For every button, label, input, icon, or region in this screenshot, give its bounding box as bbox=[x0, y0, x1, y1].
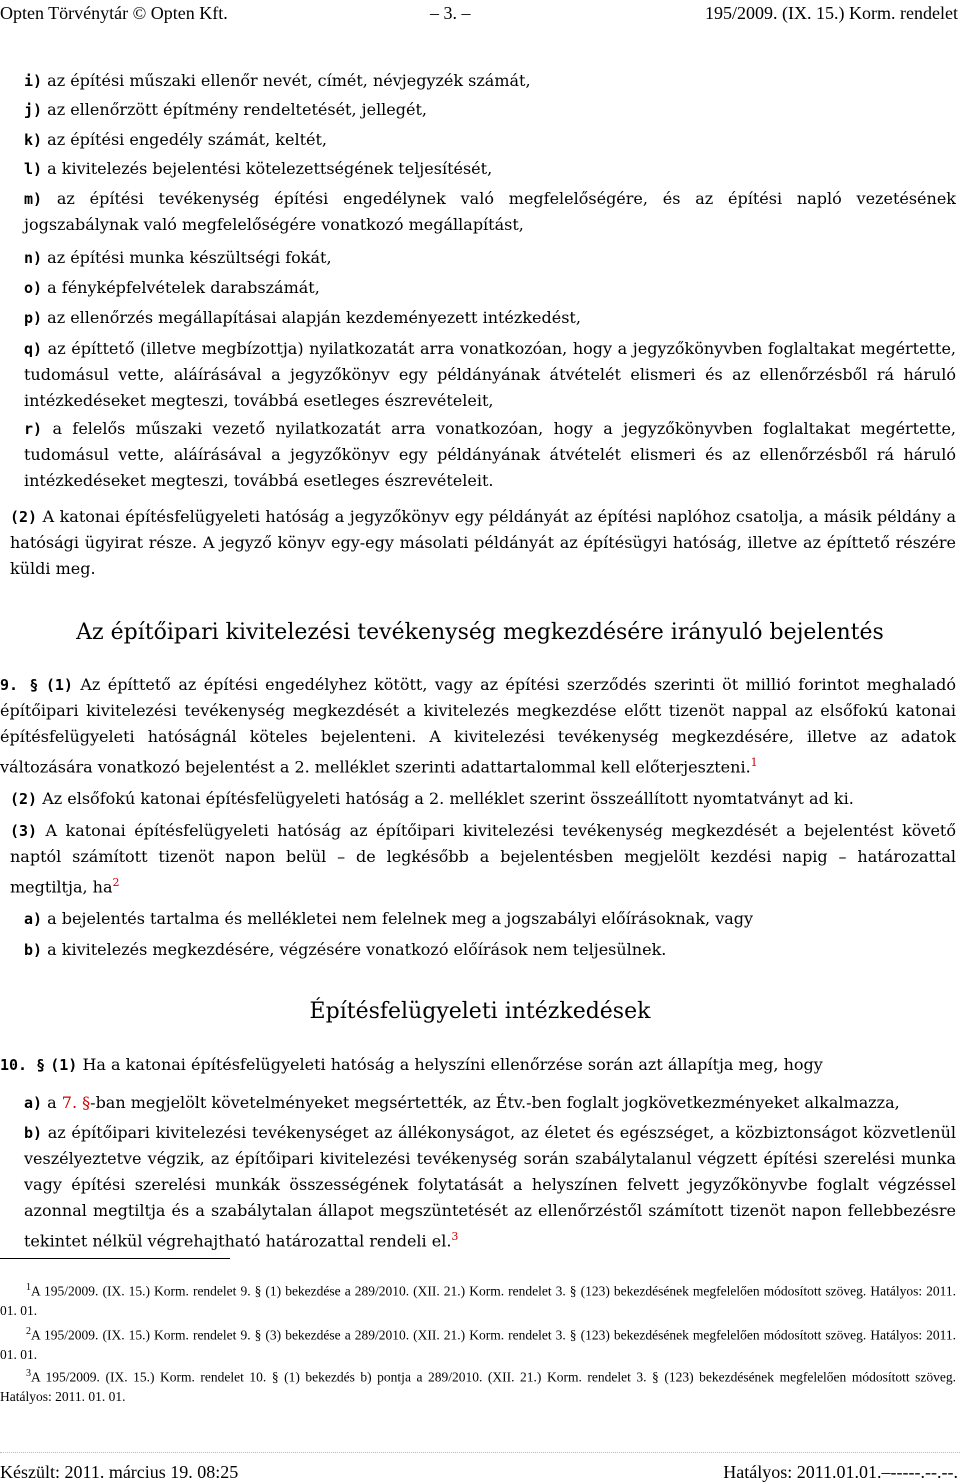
page-header bbox=[0, 3, 960, 25]
header-regulation-title: 195/2009. (IX. 15.) Korm. rendelet bbox=[705, 3, 958, 23]
footnote-ref-link[interactable]: 1 bbox=[750, 756, 758, 769]
section-heading: Építésfelügyeleti intézkedések bbox=[309, 999, 651, 1024]
list-item bbox=[24, 937, 944, 963]
paragraph-label: (2) bbox=[10, 508, 38, 526]
section-heading: Az építőipari kivitelezési tevékenység megkezdésére irányuló bejelentés bbox=[76, 620, 884, 645]
list-item-label: q) bbox=[24, 340, 43, 358]
paragraph-text: Az építtető az építési engedélyhez kötött, vagy az építési szerződés szerinti öt millió forintot meghaladó építőipari kivitelezési tevékenység megkezdését a kivitelezés megkezdése előtt tizenöt nappal az elsőfokú katonai építésfelügyeleti hatóságnál köteles bejelenteni. A kivitelezési tevékenység megkezdésére, illetve az adatok változására vonatkozó bejelentést a 2. melléklet szerinti adattartalommal kell előterjeszteni. bbox=[0, 675, 957, 777]
paragraph-label: (2) bbox=[10, 790, 38, 808]
paragraph-9-2 bbox=[10, 786, 956, 812]
footnote bbox=[0, 1322, 956, 1364]
list-item-text: az építési engedély számát, keltét, bbox=[47, 130, 327, 149]
paragraph-text: A katonai építésfelügyeleti hatóság az építőipari kivitelezési tevékenység megkezdését a bejelentést követő naptól számított tizenöt napon belül – de legkésőbb a bejelentésben megjelölt kezdési napig – határozattal megtiltja, ha bbox=[10, 821, 956, 897]
list-item bbox=[24, 156, 944, 182]
list-item-label: m) bbox=[24, 190, 43, 208]
list-item-label: b) bbox=[24, 1124, 43, 1142]
footnote-number: 3 bbox=[26, 1368, 31, 1379]
list-item-text: az ellenőrzött építmény rendeltetését, jellegét, bbox=[47, 100, 427, 119]
list-item-label: o) bbox=[24, 279, 43, 297]
list-item bbox=[24, 97, 944, 123]
page-footer bbox=[0, 1462, 960, 1484]
footnote bbox=[0, 1278, 956, 1320]
list-item-text: a felelős műszaki vezető nyilatkozatát arra vonatkozóan, hogy a jegyzőkönyvben foglaltakat megértette, tudomásul vette, aláírásával a jegyzőkönyv egy példányának átvételét elismeri és az ellenőrzésből rá háruló intézkedéseket megteszi, továbbá esetleges észrevételeit. bbox=[24, 419, 956, 490]
list-item bbox=[24, 68, 944, 94]
list-item-text: a bbox=[47, 1093, 57, 1112]
list-item-text: az építési tevékenység építési engedélynek való megfelelőségére, és az építési napló vezetésének jogszabálynak való megfelelőségére vonatkozó megállapítást, bbox=[24, 189, 956, 234]
list-item-label: l) bbox=[24, 160, 43, 178]
list-item-text: az ellenőrzés megállapításai alapján kezdeményezett intézkedést, bbox=[47, 308, 581, 327]
list-item-text: a kivitelezés megkezdésére, végzésére vonatkozó előírások nem teljesülnek. bbox=[47, 940, 667, 959]
paragraph-9-3 bbox=[10, 818, 956, 900]
footnote-ref-link[interactable]: 2 bbox=[112, 876, 120, 889]
header-source: Opten Törvénytár © Opten Kft. bbox=[0, 3, 228, 23]
paragraph-text: A katonai építésfelügyeleti hatóság a jegyzőkönyv egy példányát az építési naplóhoz csatolja, a másik példány a hatósági ügyirat része. A jegyző könyv egy-egy másolati példányát az építésügyi hatóság, illetve az építtető részére küldi meg. bbox=[10, 507, 956, 578]
list-item-text: a kivitelezés bejelentési kötelezettségének teljesítését, bbox=[47, 159, 493, 178]
list-item bbox=[24, 275, 944, 301]
footnote-number: 1 bbox=[26, 1282, 31, 1293]
list-item bbox=[24, 305, 944, 331]
paragraph-label: (3) bbox=[10, 822, 38, 840]
list-item bbox=[24, 416, 956, 494]
list-item-label: a) bbox=[24, 910, 43, 928]
list-item-label: j) bbox=[24, 101, 43, 119]
cross-ref-link[interactable]: § bbox=[82, 1093, 91, 1112]
list-item bbox=[24, 1120, 956, 1254]
list-item-text: az építtető (illetve megbízottja) nyilatkozatát arra vonatkozóan, hogy a jegyzőkönyvben foglaltakat megértette, tudomásul vette, aláírásával a jegyzőkönyv egy példányának átvételét elismeri és az ellenőrzésből rá háruló intézkedéseket megteszi, továbbá esetleges észrevételeit, bbox=[24, 339, 956, 410]
paragraph-label: (1) bbox=[50, 1056, 78, 1074]
list-item-label: a) bbox=[24, 1094, 43, 1112]
list-item bbox=[24, 127, 944, 153]
footer-effective: Hatályos: 2011.01.01.–-----.--.--. bbox=[723, 1462, 958, 1482]
footnote-text: A 195/2009. (IX. 15.) Korm. rendelet 10. § (1) bekezdés b) pontja a 289/2010. (XII. 21.) Korm. rendelet 3. § (123) bekezdésének megfelelően módosított szöveg. Hatályos: 2011. 01. 01. bbox=[0, 1369, 956, 1404]
list-item-label: p) bbox=[24, 309, 43, 327]
list-item-text: -ban megjelölt követelményeket megsértették, az Étv.-ben foglalt jogkövetkezményeket alkalmazza, bbox=[90, 1093, 900, 1112]
list-item bbox=[24, 245, 944, 271]
footer-divider bbox=[0, 1452, 960, 1453]
footnote-number: 2 bbox=[26, 1326, 31, 1337]
header-page-number: – 3. – bbox=[430, 3, 471, 23]
list-item-label: k) bbox=[24, 131, 43, 149]
cross-ref-link[interactable]: 7. bbox=[61, 1093, 78, 1112]
footnote bbox=[0, 1364, 956, 1406]
list-item-text: az építési műszaki ellenőr nevét, címét, névjegyzék számát, bbox=[47, 71, 531, 90]
footer-created: Készült: 2011. március 19. 08:25 bbox=[0, 1462, 239, 1482]
paragraph-9-1 bbox=[0, 672, 956, 780]
list-item-label: r) bbox=[24, 420, 43, 438]
list-item bbox=[24, 336, 956, 414]
list-item-label: b) bbox=[24, 941, 43, 959]
section-number: 10. § bbox=[0, 1056, 46, 1074]
list-item-text: az építési munka készültségi fokát, bbox=[47, 248, 332, 267]
paragraph-10-1 bbox=[0, 1052, 956, 1078]
section-number: 9. § bbox=[0, 676, 39, 694]
list-item-label: i) bbox=[24, 72, 43, 90]
list-item-text: az építőipari kivitelezési tevékenységet az állékonyságot, az életet és egészséget, a közbiztonságot közvetlenül veszélyeztetve végzik, az építőipari kivitelezési tevékenység során szabálytalanul végzett építési szerelési munka vagy építési szerelési munkák összességének folytatását a helyszínen felvett jegyzőkönyvbe foglalt végzéssel azonnal megtiltja és a szabálytalan állapot megszüntetését az ellenőrzéstől számított tizenöt napon fellebbezésre tekintet nélkül végrehajtható határozattal rendeli el. bbox=[24, 1123, 956, 1251]
paragraph-8-2 bbox=[10, 504, 956, 582]
paragraph-text: Az elsőfokú katonai építésfelügyeleti hatóság a 2. melléklet szerint összeállított nyomtatványt ad ki. bbox=[42, 789, 854, 808]
list-item bbox=[24, 906, 944, 932]
footnote-text: A 195/2009. (IX. 15.) Korm. rendelet 9. § (1) bekezdése a 289/2010. (XII. 21.) Korm. rendelet 3. § (123) bekezdésének megfelelően módosított szöveg. Hatályos: 2011. 01. 01. bbox=[0, 1283, 956, 1318]
list-item bbox=[24, 186, 956, 238]
footnote-text: A 195/2009. (IX. 15.) Korm. rendelet 9. § (3) bekezdése a 289/2010. (XII. 21.) Korm. rendelet 3. § (123) bekezdésének megfelelően módosított szöveg. Hatályos: 2011. 01. 01. bbox=[0, 1327, 956, 1362]
list-item-label: n) bbox=[24, 249, 43, 267]
paragraph-label: (1) bbox=[45, 676, 73, 694]
list-item bbox=[24, 1090, 956, 1116]
footnote-ref-link[interactable]: 3 bbox=[451, 1230, 459, 1243]
paragraph-text: Ha a katonai építésfelügyeleti hatóság a helyszíni ellenőrzése során azt állapítja meg, hogy bbox=[82, 1055, 823, 1074]
footnote-divider bbox=[0, 1258, 230, 1259]
list-item-text: a bejelentés tartalma és mellékletei nem felelnek meg a jogszabályi előírásoknak, vagy bbox=[47, 909, 754, 928]
list-item-text: a fényképfelvételek darabszámát, bbox=[47, 278, 320, 297]
